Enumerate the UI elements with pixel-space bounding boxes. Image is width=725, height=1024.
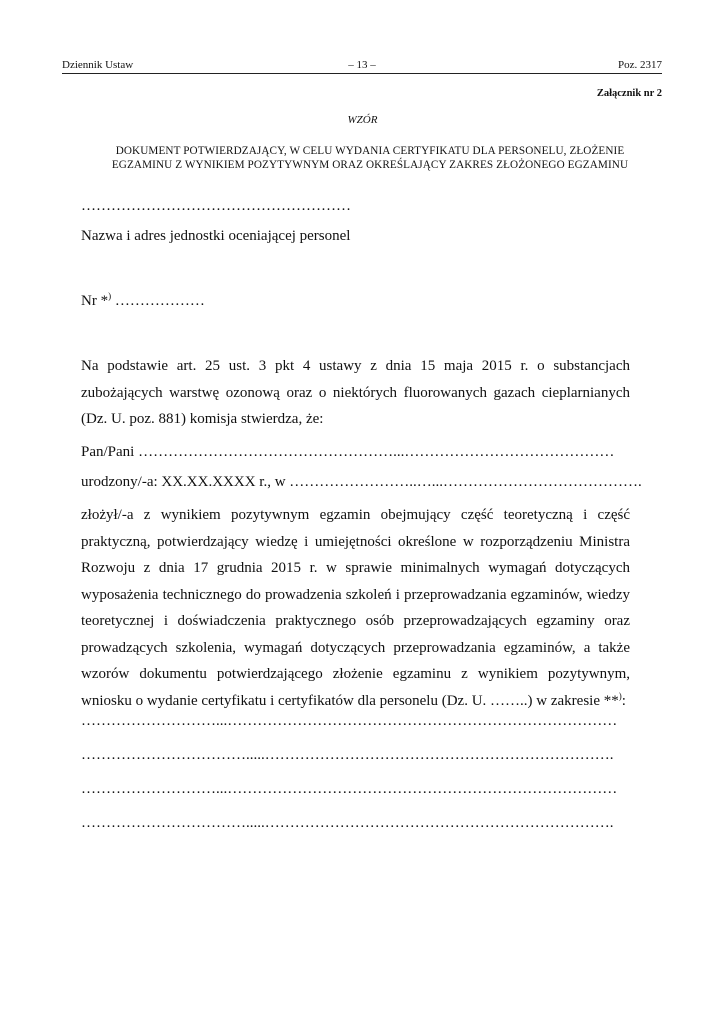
birth-line: urodzony/-a: XX.XX.XXXX r., w ……………………..…...…………………………………. xyxy=(81,474,642,490)
unit-name-dots: ……………………………………………… xyxy=(81,198,351,214)
unit-name-label: Nazwa i adres jednostki oceniającej personel xyxy=(81,228,351,244)
intro-paragraph: Na podstawie art. 25 ust. 3 pkt 4 ustawy z dnia 15 maja 2015 r. o substancjach zubożających warstwę ozonową oraz o niektórych fluorowanych gazach cieplarnianych (Dz. U. poz. 881) komisja stwierdza, że: xyxy=(81,358,630,427)
fill-line-2: …………………………….....……………………………………………………………. xyxy=(81,747,614,763)
number-prefix: Nr * xyxy=(81,293,109,309)
annex-label: Załącznik nr 2 xyxy=(596,88,662,99)
journal-name: Dziennik Ustaw xyxy=(62,59,134,71)
template-label: WZÓR xyxy=(347,114,378,126)
document-title-line-2: EGZAMINU Z WYNIKIEM POZYTYWNYM ORAZ OKREŚLAJĄCY ZAKRES ZŁOŻONEGO EGZAMINU xyxy=(111,159,629,171)
person-name-line: Pan/Pani ……………………………………………...…………………………………… xyxy=(81,444,615,460)
fill-line-3: ………………………...…………………………………………………………………… xyxy=(81,781,618,797)
statement-footnote-marker: ) xyxy=(618,690,622,701)
document-title-line-1: DOKUMENT POTWIERDZAJĄCY, W CELU WYDANIA CERTYFIKATU DLA PERSONELU, ZŁOŻENIE xyxy=(115,145,625,157)
statement-paragraph xyxy=(81,502,630,714)
fill-line-4: …………………………….....……………………………………………………………. xyxy=(81,815,614,831)
fill-line-1: ………………………...…………………………………………………………………… xyxy=(81,713,618,729)
document-number xyxy=(81,291,205,311)
statement-colon: : xyxy=(621,692,626,709)
page-number: – 13 – xyxy=(348,59,376,71)
running-header xyxy=(62,58,662,74)
position-number: Poz. 2317 xyxy=(618,59,662,71)
document-title xyxy=(70,144,670,172)
number-dots: ……………… xyxy=(111,293,205,309)
number-footnote-marker: ) xyxy=(108,291,112,301)
statement-text: złożył/-a z wynikiem pozytywnym egzamin obejmujący część teoretyczną i część praktyczną, potwierdzający wiedzę i umiejętności określone w rozporządzeniu Ministra Rozwoju z dnia 17 grudnia 2015 r. w sprawie minimalnych wymagań dotyczących wyposażenia technicznego do prowadzenia szkoleń i przeprowadzania egzaminów, wiedzy teoretycznej i doświadczenia praktycznego osób przeprowadzających egzaminy oraz prowadzących szkolenia, wymagań dotyczących przeprowadzania egzaminów, a także wzorów dokumentu potwierdzającego złożenie egzaminu z wynikiem pozytywnym, wniosku o wydanie certyfikatu i certyfikatów dla personelu (Dz. U. ……..) w zakresie ** xyxy=(81,507,630,709)
